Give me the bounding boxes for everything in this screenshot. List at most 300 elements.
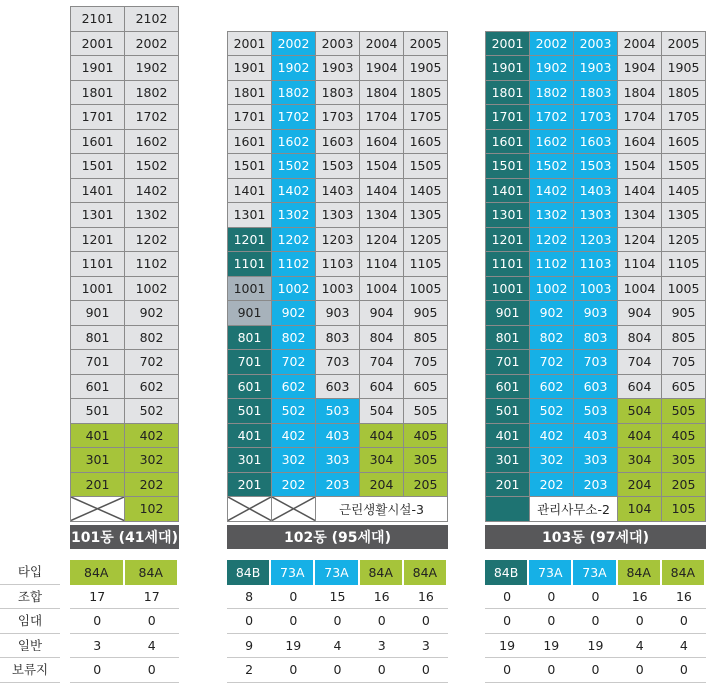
unit-cell: 1903 [316,56,360,81]
unit-type-cell: 73A [315,560,359,585]
unit-cell: 202 [272,473,316,498]
unit-cell: 1701 [228,105,272,130]
unit-cell: 701 [228,350,272,375]
unit-cell: 301 [71,448,125,473]
unit-cell: 901 [228,301,272,326]
unit-cell: 1501 [486,154,530,179]
unit-cell: 301 [228,448,272,473]
unit-cell: 304 [360,448,404,473]
unit-cell: 1204 [360,228,404,253]
unit-cell: 1505 [404,154,448,179]
unit-cell: 1902 [125,56,179,81]
empty-cell [272,497,316,522]
unit-cell: 1803 [316,81,360,106]
unit-cell: 1201 [486,228,530,253]
unit-cell: 1904 [618,56,662,81]
unit-cell: 1901 [71,56,125,81]
unit-cell: 1802 [272,81,316,106]
unit-cell: 1303 [574,203,618,228]
unit-type-cell: 73A [573,560,617,585]
unit-cell: 1801 [486,81,530,106]
row-label: 임대 [17,613,43,628]
count-cell: 0 [404,658,448,683]
unit-cell: 1502 [530,154,574,179]
unit-cell: 305 [662,448,706,473]
unit-cell: 404 [360,424,404,449]
unit-cell: 502 [272,399,316,424]
unit-cell: 1501 [71,154,125,179]
unit-cell: 401 [228,424,272,449]
unit-cell: 203 [574,473,618,498]
unit-cell: 1801 [71,81,125,106]
unit-cell: 2102 [125,7,179,32]
unit-cell: 1804 [618,81,662,106]
empty-cell [228,497,272,522]
unit-cell: 1604 [360,130,404,155]
unit-cell: 1102 [272,252,316,277]
count-cell: 0 [315,609,359,634]
unit-cell: 202 [125,473,179,498]
unit-type-cell: 84B [227,560,271,585]
count-cell: 0 [125,609,180,634]
unit-cell: 1702 [530,105,574,130]
unit-cell: 605 [662,375,706,400]
unit-cell: 201 [228,473,272,498]
unit-cell: 105 [662,497,706,522]
unit-cell: 801 [228,326,272,351]
unit-cell: 401 [486,424,530,449]
unit-cell: 2005 [404,32,448,57]
unit-cell: 1002 [530,277,574,302]
unit-cell: 1303 [316,203,360,228]
unit-cell: 1902 [272,56,316,81]
unit-cell: 1103 [574,252,618,277]
unit-cell: 1005 [662,277,706,302]
unit-type-cell: 84A [662,560,706,585]
unit-cell: 904 [618,301,662,326]
unit-cell: 1401 [486,179,530,204]
count-cell: 0 [618,658,662,683]
unit-cell: 1901 [486,56,530,81]
unit-cell: 1201 [228,228,272,253]
unit-cell: 305 [404,448,448,473]
unit-cell: 2002 [125,32,179,57]
unit-cell: 1804 [360,81,404,106]
unit-cell: 802 [530,326,574,351]
unit-cell: 2101 [71,7,125,32]
unit-cell: 1304 [618,203,662,228]
unit-cell: 803 [574,326,618,351]
count-cell: 17 [70,585,125,610]
row-label: 타입 [17,564,43,579]
unit-type-cell: 84A [618,560,662,585]
unit-cell: 903 [316,301,360,326]
unit-cell: 1102 [530,252,574,277]
count-cell: 4 [662,634,706,659]
unit-cell: 1602 [125,130,179,155]
count-cell: 2 [227,658,271,683]
unit-cell: 1001 [71,277,125,302]
count-cell: 16 [662,585,706,610]
unit-cell: 1802 [125,81,179,106]
count-cell: 0 [70,658,125,683]
count-cell: 0 [227,609,271,634]
count-cell: 0 [573,658,617,683]
row-divider [0,682,60,683]
unit-cell: 1901 [228,56,272,81]
unit-cell: 1502 [272,154,316,179]
count-cell: 0 [573,585,617,610]
unit-cell: 2002 [272,32,316,57]
row-label: 일반 [17,637,43,653]
unit-cell: 1904 [360,56,404,81]
unit-cell: 2004 [618,32,662,57]
unit-cell: 1603 [316,130,360,155]
unit-cell: 1005 [404,277,448,302]
unit-cell: 901 [486,301,530,326]
unit-cell: 303 [574,448,618,473]
unit-cell: 1803 [574,81,618,106]
unit-cell: 602 [530,375,574,400]
count-cell: 0 [271,658,315,683]
count-cell: 4 [125,634,180,659]
count-cell: 0 [662,658,706,683]
unit-cell: 1403 [316,179,360,204]
unit-cell: 1205 [404,228,448,253]
building-3-unit-grid [485,31,706,522]
unit-cell: 1402 [272,179,316,204]
count-cell: 3 [360,634,404,659]
unit-cell: 1701 [486,105,530,130]
count-cell: 0 [662,609,706,634]
unit-cell: 1604 [618,130,662,155]
unit-cell: 1504 [618,154,662,179]
unit-cell: 602 [272,375,316,400]
unit-cell: 501 [71,399,125,424]
building-1-stats [70,560,179,683]
unit-cell: 1205 [662,228,706,253]
unit-cell: 104 [618,497,662,522]
unit-cell: 603 [574,375,618,400]
unit-type-cell: 84A [70,560,125,585]
row-label: 조합 [17,588,43,604]
unit-cell: 504 [360,399,404,424]
unit-cell: 1703 [574,105,618,130]
unit-cell: 505 [404,399,448,424]
unit-cell: 802 [125,326,179,351]
unit-cell: 902 [125,301,179,326]
unit-cell: 901 [71,301,125,326]
unit-cell: 1605 [404,130,448,155]
unit-cell: 1703 [316,105,360,130]
unit-cell: 1701 [71,105,125,130]
unit-type-cell: 84B [485,560,529,585]
unit-cell: 1202 [530,228,574,253]
unit-cell: 2001 [228,32,272,57]
count-cell: 0 [315,658,359,683]
count-cell: 0 [360,609,404,634]
unit-cell: 1605 [662,130,706,155]
unit-cell: 403 [316,424,360,449]
unit-cell: 701 [486,350,530,375]
unit-cell: 1401 [228,179,272,204]
unit-cell: 1805 [662,81,706,106]
unit-cell: 1905 [662,56,706,81]
unit-cell: 903 [574,301,618,326]
unit-cell: 405 [404,424,448,449]
unit-cell: 2001 [71,32,125,57]
count-cell: 4 [618,634,662,659]
building-3-stats [485,560,706,683]
unit-cell: 1702 [125,105,179,130]
count-cell: 0 [529,585,573,610]
unit-cell: 1001 [228,277,272,302]
unit-cell: 1102 [125,252,179,277]
count-cell: 19 [271,634,315,659]
unit-cell: 702 [125,350,179,375]
building-1-label: 101동 (41세대) [70,525,179,549]
unit-cell: 705 [404,350,448,375]
unit-cell: 1305 [404,203,448,228]
unit-cell: 304 [618,448,662,473]
unit-cell: 601 [71,375,125,400]
unit-cell: 1104 [360,252,404,277]
unit-cell: 302 [530,448,574,473]
unit-cell: 805 [404,326,448,351]
unit-cell: 603 [316,375,360,400]
unit-cell: 604 [360,375,404,400]
unit-cell: 1704 [360,105,404,130]
building-2-unit-grid [227,31,448,522]
unit-cell: 204 [618,473,662,498]
unit-cell: 1603 [574,130,618,155]
count-cell: 8 [227,585,271,610]
unit-cell: 1101 [486,252,530,277]
unit-cell: 1602 [272,130,316,155]
count-cell: 0 [360,658,404,683]
unit-cell: 1402 [125,179,179,204]
unit-type-cell: 84A [360,560,404,585]
unit-cell: 505 [662,399,706,424]
unit-cell: 703 [574,350,618,375]
unit-cell: 704 [360,350,404,375]
unit-cell: 301 [486,448,530,473]
unit-cell: 1504 [360,154,404,179]
count-cell: 19 [529,634,573,659]
unit-cell: 402 [125,424,179,449]
unit-cell: 1601 [486,130,530,155]
unit-cell: 205 [662,473,706,498]
unit-cell: 702 [272,350,316,375]
unit-cell: 1104 [618,252,662,277]
unit-cell: 1704 [618,105,662,130]
unit-cell: 801 [71,326,125,351]
unit-type-cell: 84A [404,560,448,585]
unit-cell: 704 [618,350,662,375]
unit-cell: 905 [662,301,706,326]
unit-cell: 2005 [662,32,706,57]
unit-cell: 1201 [71,228,125,253]
unit-cell: 302 [272,448,316,473]
unit-cell: 705 [662,350,706,375]
unit-cell: 1101 [71,252,125,277]
unit-cell: 1501 [228,154,272,179]
unit-cell: 604 [618,375,662,400]
facility-cell: 관리사무소-2 [530,497,618,522]
unit-cell: 1601 [228,130,272,155]
unit-cell: 1001 [486,277,530,302]
unit-cell: 1503 [316,154,360,179]
count-cell: 16 [618,585,662,610]
unit-type-cell: 73A [271,560,315,585]
count-cell: 0 [485,609,529,634]
unit-cell: 805 [662,326,706,351]
unit-cell: 503 [316,399,360,424]
unit-cell: 2003 [574,32,618,57]
row-label: 보류지 [11,662,49,677]
unit-cell: 1405 [404,179,448,204]
count-cell: 0 [271,609,315,634]
unit-cell: 703 [316,350,360,375]
unit-cell: 2002 [530,32,574,57]
unit-cell: 1404 [618,179,662,204]
unit-cell: 1601 [71,130,125,155]
unit-cell: 1502 [125,154,179,179]
building-2-stats [227,560,448,683]
unit-cell: 402 [272,424,316,449]
unit-cell: 1301 [228,203,272,228]
unit-cell: 1203 [316,228,360,253]
unit-cell: 1004 [360,277,404,302]
unit-cell: 1705 [662,105,706,130]
unit-cell: 1301 [71,203,125,228]
unit-cell: 201 [71,473,125,498]
building-3-label: 103동 (97세대) [485,525,706,549]
unit-cell: 803 [316,326,360,351]
unit-cell: 502 [125,399,179,424]
unit-cell: 404 [618,424,662,449]
unit-cell: 2001 [486,32,530,57]
count-cell: 0 [271,585,315,610]
unit-cell: 1905 [404,56,448,81]
unit-cell: 601 [228,375,272,400]
unit-cell: 1401 [71,179,125,204]
unit-cell: 601 [486,375,530,400]
unit-cell: 504 [618,399,662,424]
unit-cell: 1105 [662,252,706,277]
facility-cell: 근린생활시설-3 [316,497,448,522]
unit-cell: 1805 [404,81,448,106]
count-cell: 16 [360,585,404,610]
unit-cell: 403 [574,424,618,449]
unit-cell: 1002 [272,277,316,302]
unit-cell: 1302 [530,203,574,228]
unit-cell [486,497,530,522]
unit-cell: 1305 [662,203,706,228]
unit-cell: 1403 [574,179,618,204]
unit-cell: 302 [125,448,179,473]
count-cell: 0 [529,609,573,634]
unit-cell: 1202 [272,228,316,253]
unit-cell: 205 [404,473,448,498]
building-2-label: 102동 (95세대) [227,525,448,549]
unit-cell: 1402 [530,179,574,204]
unit-cell: 102 [125,497,179,522]
unit-cell: 402 [530,424,574,449]
count-cell: 15 [315,585,359,610]
unit-cell: 1801 [228,81,272,106]
unit-cell: 1505 [662,154,706,179]
unit-cell: 201 [486,473,530,498]
unit-cell: 1302 [125,203,179,228]
unit-cell: 1004 [618,277,662,302]
unit-cell: 1302 [272,203,316,228]
unit-cell: 904 [360,301,404,326]
unit-cell: 2004 [360,32,404,57]
unit-cell: 405 [662,424,706,449]
unit-cell: 202 [530,473,574,498]
count-cell: 0 [618,609,662,634]
unit-cell: 802 [272,326,316,351]
count-cell: 19 [485,634,529,659]
unit-cell: 801 [486,326,530,351]
unit-cell: 804 [360,326,404,351]
unit-cell: 1702 [272,105,316,130]
unit-cell: 1602 [530,130,574,155]
unit-type-cell: 73A [529,560,573,585]
unit-cell: 1105 [404,252,448,277]
unit-cell: 702 [530,350,574,375]
unit-cell: 1503 [574,154,618,179]
unit-cell: 1003 [316,277,360,302]
unit-cell: 1003 [574,277,618,302]
unit-cell: 1203 [574,228,618,253]
count-cell: 17 [125,585,180,610]
count-cell: 0 [529,658,573,683]
unit-cell: 1101 [228,252,272,277]
unit-cell: 902 [272,301,316,326]
unit-cell: 605 [404,375,448,400]
unit-cell: 804 [618,326,662,351]
empty-cell [71,497,125,522]
unit-cell: 1404 [360,179,404,204]
count-cell: 9 [227,634,271,659]
building-1-unit-grid [70,6,179,522]
count-cell: 0 [485,585,529,610]
count-cell: 0 [485,658,529,683]
unit-cell: 1301 [486,203,530,228]
count-cell: 19 [573,634,617,659]
unit-cell: 1405 [662,179,706,204]
unit-cell: 401 [71,424,125,449]
unit-cell: 1802 [530,81,574,106]
unit-cell: 303 [316,448,360,473]
unit-cell: 204 [360,473,404,498]
unit-cell: 501 [486,399,530,424]
count-cell: 16 [404,585,448,610]
count-cell: 0 [70,609,125,634]
unit-cell: 1902 [530,56,574,81]
count-cell: 0 [404,609,448,634]
unit-cell: 1103 [316,252,360,277]
unit-cell: 1705 [404,105,448,130]
count-cell: 0 [125,658,180,683]
unit-cell: 905 [404,301,448,326]
count-cell: 3 [70,634,125,659]
unit-cell: 1204 [618,228,662,253]
count-cell: 3 [404,634,448,659]
unit-cell: 1903 [574,56,618,81]
